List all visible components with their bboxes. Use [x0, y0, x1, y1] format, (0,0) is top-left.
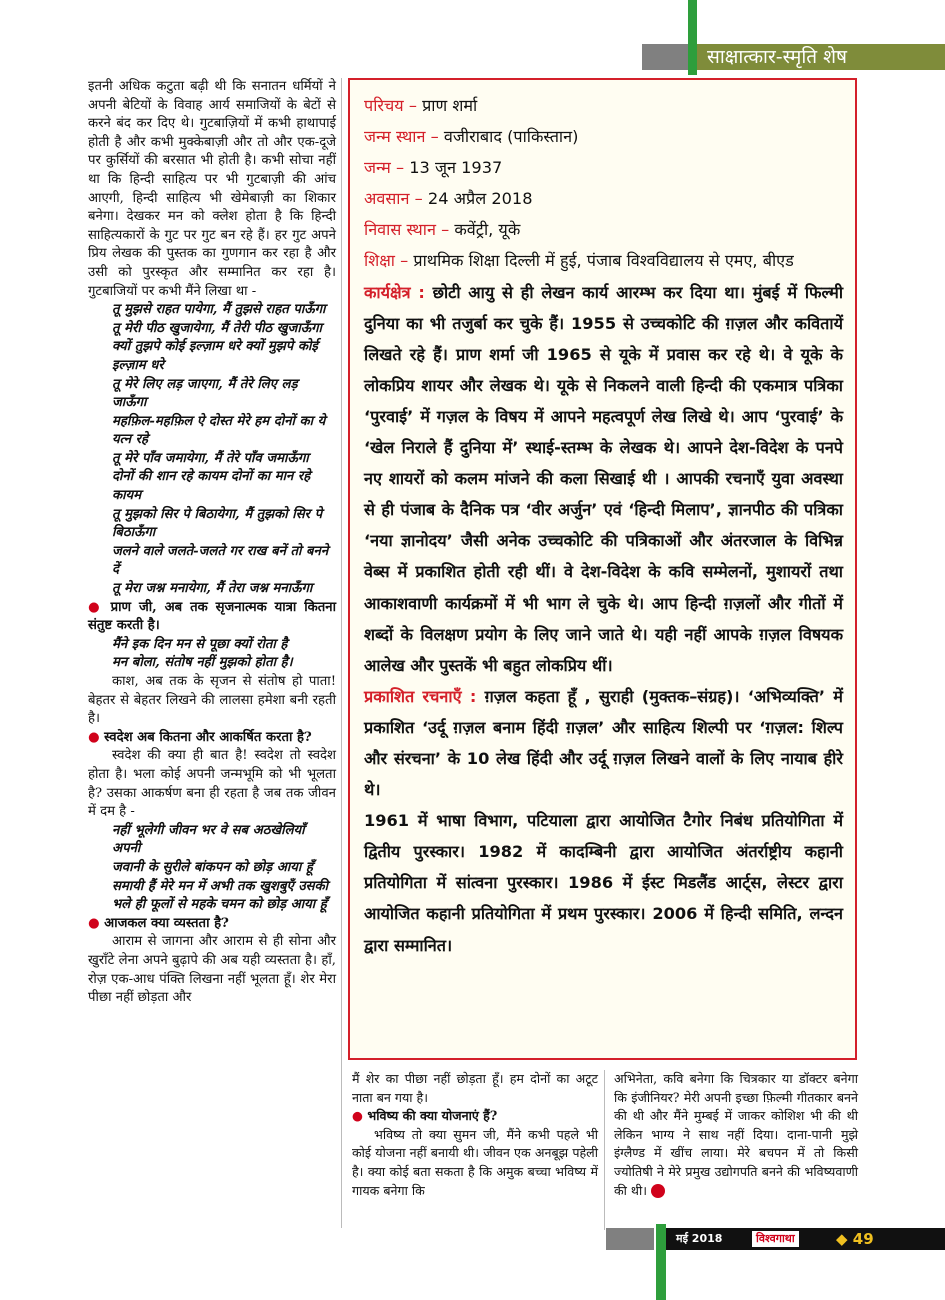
bullet-dot-icon: ●	[88, 915, 100, 931]
column-divider	[341, 78, 342, 1228]
profile-value: 13 जून 1937	[409, 158, 503, 178]
poem-line: समायी हैं मेरे मन में अभी तक खुशबुएँ उसकी	[112, 878, 329, 894]
profile-label: निवास स्थान –	[364, 220, 450, 240]
answer-paragraph: काश, अब तक के सृजन से संतोष हो पाता! बेहतर से बेहतर लिखने की लालसा हमेशा बनी रहती है।	[88, 674, 336, 727]
profile-label: प्रकाशित रचनाएँ :	[364, 686, 477, 706]
poem-line: तू मेरी पीठ खुजायेगा, मैं तेरी पीठ खुजाऊँगा	[112, 320, 322, 336]
column-divider	[604, 1070, 605, 1230]
poem-line: तू मुझको सिर पे बिठायेगा, मैं तुझको सिर पे बिठाऊँगा	[112, 506, 323, 541]
profile-label: जन्म –	[364, 158, 405, 178]
poem-line: तू मेरे पाँव जमायेगा, मैं तेरे पाँव जमाऊँगा	[112, 450, 309, 466]
question	[88, 599, 336, 636]
question-text: स्वदेश अब कितना और आकर्षित करता है?	[104, 729, 312, 745]
question-text: आजकल क्या व्यस्तता है?	[104, 915, 229, 931]
profile-value: कवेंट्री, यूके	[454, 220, 521, 240]
poem-line: दोनों की शान रहे कायम दोनों का मान रहे कायम	[112, 469, 311, 504]
profile-birthplace	[364, 121, 843, 152]
question	[88, 915, 336, 934]
answer-paragraph: स्वदेश की क्या ही बात है! स्वदेश तो स्वदेश होता है। भला कोई अपनी जन्मभूमि को भी भूलता है? उसका आकर्षण बना ही रहता है जब तक जीवन में दम है -	[88, 748, 336, 820]
left-column	[88, 78, 336, 1008]
poem-line: भले ही फूलों से महके चमन को छोड़ आया हूँ	[112, 897, 327, 913]
profile-awards: 1961 में भाषा विभाग, पटियाला द्वारा आयोजित टैगोर निबंध प्रतियोगिता में द्वितीय पुरस्कार। 1982 में कादम्बिनी द्वारा आयोजित अंतर्राष्ट्रीय कहानी प्रतियोगिता में सांत्वना पुरस्कार। 1986 में ईस्ट मिडलैंड आर्ट्स, लेस्टर द्वारा आयोजित कहानी प्रतियोगिता में प्रथम पुरस्कार। 2006 में हिन्दी समिति, लन्दन द्वारा सम्मानित।	[364, 811, 843, 955]
bullet-dot-icon: ●	[88, 729, 100, 745]
poem-line: नहीं भूलेगी जीवन भर वे सब अठखेलियाँ अपनी	[112, 822, 305, 857]
question	[352, 1107, 598, 1126]
header-gray-block	[642, 44, 690, 70]
footer-green-stripe	[656, 1224, 666, 1300]
question-text: भविष्य की क्या योजनाएं हैं?	[367, 1108, 498, 1124]
profile-intro	[364, 90, 843, 121]
bullet-dot-icon: ●	[352, 1108, 363, 1124]
profile-published-works	[364, 681, 843, 805]
page-number: ◆ 49	[836, 1230, 874, 1248]
footer-gray-block	[606, 1228, 654, 1250]
poem-santosh	[88, 636, 336, 673]
profile-residence	[364, 214, 843, 245]
poem-line: तू मेरे लिए लड़ जाएगा, मैं तेरे लिए लड़ जाऊँगा	[112, 376, 298, 411]
poem-gutbazi	[88, 301, 336, 599]
profile-birth	[364, 152, 843, 183]
profile-value: प्राण शर्मा	[422, 96, 478, 115]
profile-label: अवसान –	[364, 189, 423, 209]
profile-label: कार्यक्षेत्र :	[364, 282, 425, 302]
section-title: साक्षात्कार-स्मृति शेष	[697, 44, 945, 70]
bottom-middle-column	[352, 1070, 598, 1200]
page-number-value: 49	[852, 1230, 874, 1248]
profile-value: ग़ज़ल कहता हूँ , सुराही (मुक्तक–संग्रह)। ‘अभिव्यक्ति’ में प्रकाशित ‘उर्दू ग़ज़ल बनाम हिंदी ग़ज़ल’ और साहित्य शिल्पी पर ‘ग़ज़ल: शिल्प और संरचना’ के 10 लेख हिंदी और उर्दू ग़ज़ल लिखने वालों के लिए नायाब हीरे थे।	[364, 686, 843, 800]
magazine-logo: विश्वगाथा	[752, 1231, 799, 1247]
bullet-dot-icon: ●	[88, 599, 103, 615]
profile-value: छोटी आयु से ही लेखन कार्य आरम्भ कर दिया था। मुंबई में फिल्मी दुनिया का भी तजुर्बा कर चुके हैं। 1955 से उच्चकोटि की ग़ज़ल और कवितायें लिखते रहे हैं। प्राण शर्मा जी 1965 से यूके में प्रवास कर रहे थे। वे यूके के लोकप्रिय शायर और लेखक थे। यूके से निकलने वाली हिन्दी की एकमात्र पत्रिका ‘पुरवाई’ में गज़ल के विषय में आपने महत्वपूर्ण लेख लिखे थे। आप ‘पुरवाई’ के ‘खेल निराले हैं दुनिया में’ स्थाई-स्तम्भ के लेखक थे। आपने देश-विदेश के पनपे नए शायरों को कलम मांजने की कला सिखाई थी । आपकी रचनाएँ युवा अवस्था से ही पंजाब के दैनिक पत्र ‘वीर अर्जुन’ एवं ‘हिन्दी मिलाप’, ज्ञानपीठ की पत्रिका ‘नया ज्ञानोदय’ जैसी अनेक उच्चकोटि की पत्रिकाओं और अंतरजाल के विभिन्न वेब्स में प्रकाशित होती रही थीं। वे देश-विदेश के कवि सम्मेलनों, मुशायरों तथा आकाशवाणी कार्यक्रमों में भी भाग ले चुके थे। आप हिन्दी ग़ज़लों और गीतों में शब्दों के विलक्षण प्रयोग के लिए जाने जाते थे। यही नहीं आपके ग़ज़ल विषयक आलेख और पुस्तकें भी बहुत लोकप्रिय थीं।	[364, 282, 844, 675]
poem-line: तू मुझसे राहत पायेगा, मैं तुझसे राहत पाऊँगा	[112, 302, 326, 318]
footer-date: मई 2018	[676, 1232, 723, 1245]
profile-education	[364, 245, 843, 276]
profile-label: जन्म स्थान –	[364, 127, 439, 147]
poem-line: क्यों तुझपे कोई इल्ज़ाम धरे क्यों मुझपे कोई इल्ज़ाम धरे	[112, 339, 318, 373]
question	[88, 729, 336, 748]
end-mark-icon	[651, 1184, 665, 1198]
answer-paragraph: मैं शेर का पीछा नहीं छोड़ता हूँ। हम दोनों का अटूट नाता बन गया है।	[352, 1071, 598, 1105]
poem-swadesh	[88, 822, 336, 915]
poem-line: मन बोला, संतोष नहीं मुझको होता है।	[112, 655, 293, 671]
profile-value: वजीराबाद (पाकिस्तान)	[443, 127, 579, 147]
poem-line: जलने वाले जलते-जलते गर राख बनें तो बनने दें	[112, 543, 329, 578]
answer-paragraph	[614, 1070, 858, 1200]
bottom-right-column	[614, 1070, 858, 1200]
profile-box	[348, 78, 857, 1060]
poem-line: मैंने इक दिन मन से पूछा क्यों रोता है	[112, 636, 288, 652]
answer-paragraph: आराम से जागना और आराम से ही सोना और खुराँटे लेना अपने बुढ़ापे की अब यही व्यस्तता है। हाँ, रोज़ एक-आध पंक्ति लिखना नहीं भूलता हूँ। शेर मेरा पीछा नहीं छोड़ता और	[88, 934, 336, 1006]
intro-paragraph: इतनी अधिक कटुता बढ़ी थी कि सनातन धर्मियों ने अपनी बेटियों के विवाह आर्य समाजियों के बेटों से करने बंद कर दिए थे। गुटबाज़ियों में कभी हाथापाई होती है और कभी मुक्केबाज़ी और तो और एक-दूजे पर कुर्सियों की बरसात भी होती है। कभी सोचा नहीं था कि हिन्दी साहित्य पर भी गुटबाज़ी की आंच आएगी, हिन्दी साहित्य भी खेमेबाज़ी का शिकार बनेगा। देखकर मन को क्लेश होता है कि हिन्दी साहित्यकारों के गुट पर गुट बन रहे हैं। हर गुट अपने प्रिय लेखक की पुस्तक का गुणगान कर रहा है और उसी को पुरस्कृत और सम्मानित कर रहा है। गुटबाजियों पर कभी मैंने लिखा था -	[88, 79, 336, 299]
profile-value: प्राथमिक शिक्षा दिल्ली में हुई, पंजाब विश्वविद्यालय से एमए, बीएड	[413, 251, 794, 271]
answer-text: अभिनेता, कवि बनेगा कि चित्रकार या डॉक्टर बनेगा कि इंजीनियर? मेरी अपनी इच्छा फ़िल्मी गीतकार बनने की थी और मैंने मुम्बई में जाकर कोशिश भी की थी लेकिन भाग्य ने साथ नहीं दिया। दाना-पानी मुझे इंग्लैण्ड में खींच लाया। मेरे बचपन में तो किसी ज्योतिषी ने मेरे प्रमुख उद्योगपति बनने की भविष्यवाणी की थी।	[614, 1071, 858, 1198]
answer-paragraph: भविष्य तो क्या सुमन जी, मैंने कभी पहले भी कोई योजना नहीं बनायी थी। जीवन एक अनबूझ पहेली है। क्या कोई बता सकता है कि अमुक बच्चा भविष्य में गायक बनेगा कि	[352, 1126, 598, 1198]
profile-death	[364, 183, 843, 214]
profile-work	[364, 277, 843, 681]
poem-line: महफ़िल-महफ़िल ऐ दोस्त मेरे हम दोनों का ये यत्न रहे	[112, 413, 326, 448]
profile-label: शिक्षा –	[364, 251, 409, 271]
poem-line: तू मेरा जश्न मनायेगा, मैं तेरा जश्न मनाऊँगा	[112, 581, 313, 597]
poem-line: जवानी के सुरीले बांकपन को छोड़ आया हूँ	[112, 859, 313, 875]
profile-value: 24 अप्रैल 2018	[427, 189, 533, 209]
header-green-stripe	[688, 0, 697, 75]
question-text: प्राण जी, अब तक सृजनात्मक यात्रा कितना संतुष्ट करती है।	[88, 599, 336, 634]
profile-label: परिचय –	[364, 96, 417, 115]
footer-bar	[666, 1228, 945, 1250]
